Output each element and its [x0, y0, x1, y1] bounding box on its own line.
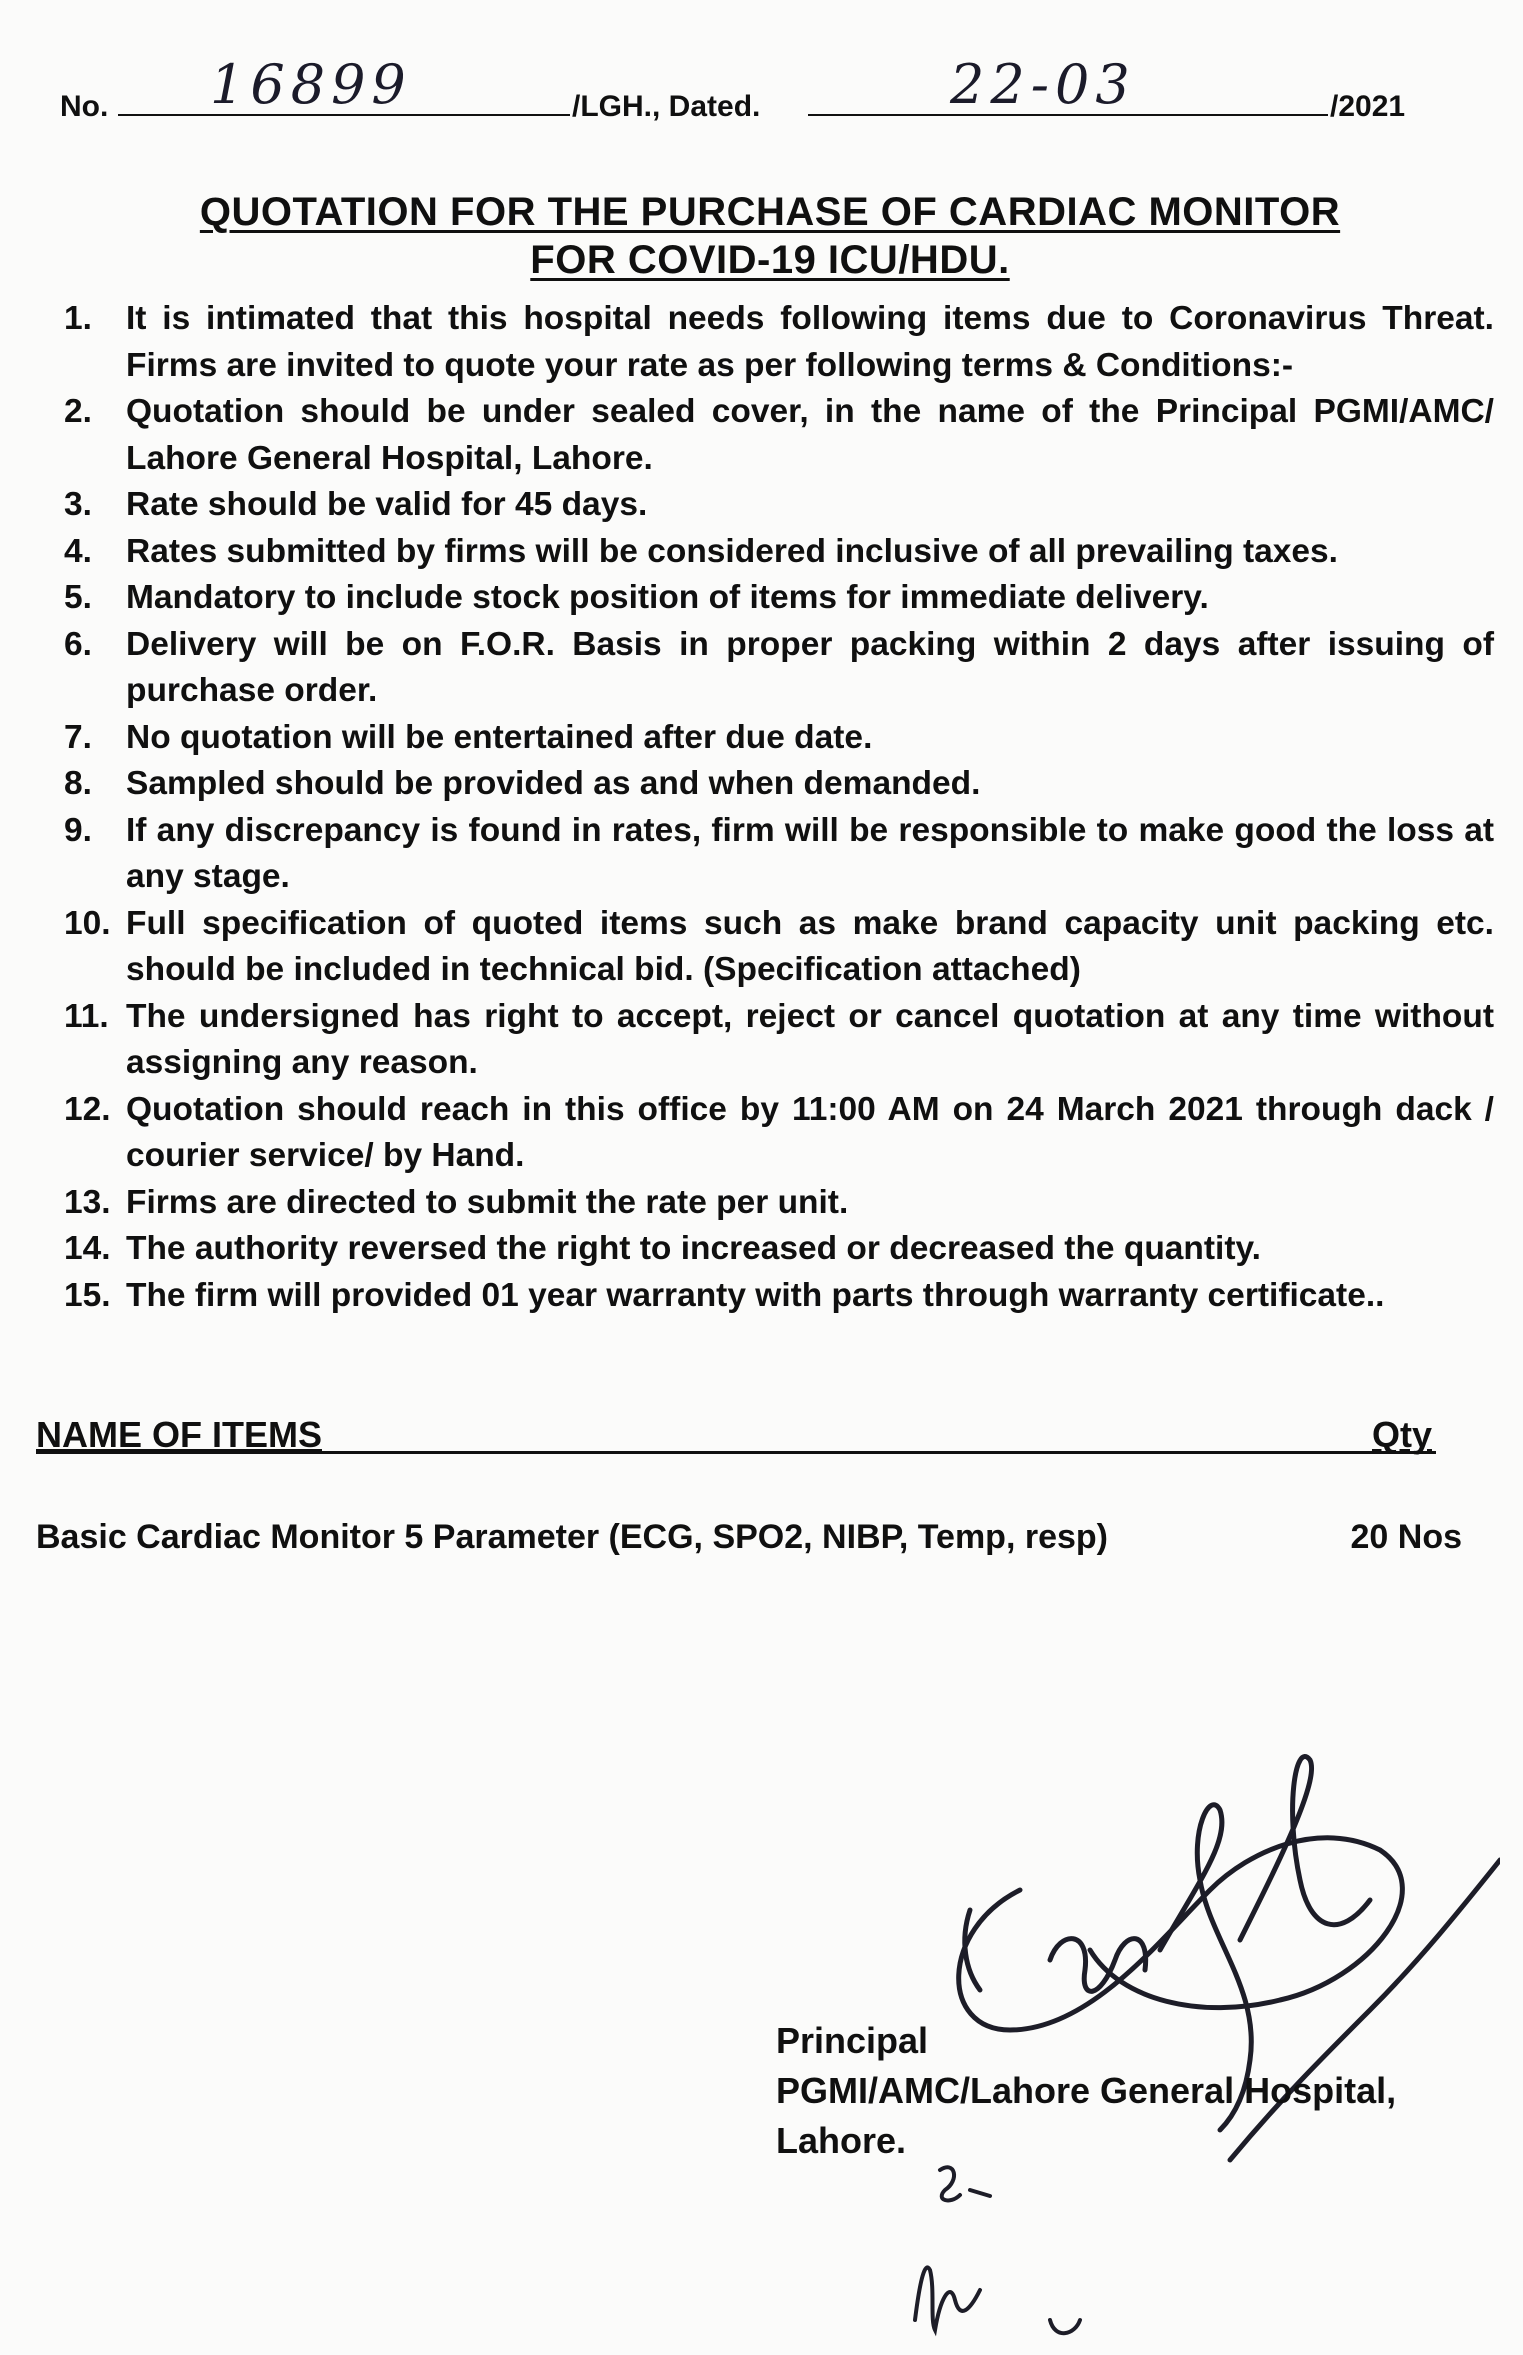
terms-list: [64, 296, 1494, 1319]
term-item: [64, 901, 1494, 994]
year-label: /2021: [1330, 90, 1406, 123]
term-text: The authority reversed the right to increased or decreased the quantity.: [126, 1230, 1261, 1267]
term-text: Quotation should be under sealed cover, in the name of the Principal PGMI/AMC/ Lahore General Hospital, Lahore.: [126, 393, 1494, 477]
item-row: [36, 1518, 1466, 1557]
lgh-dated-label: /LGH., Dated.: [572, 90, 761, 123]
term-text: Rates submitted by firms will be considered inclusive of all prevailing taxes.: [126, 532, 1338, 570]
item-name: Basic Cardiac Monitor 5 Parameter (ECG, SPO2, NIBP, Temp, resp): [36, 1518, 1108, 1556]
term-item: [64, 715, 1494, 762]
term-number: 13.: [64, 1183, 111, 1221]
term-number: 7.: [64, 718, 92, 756]
term-text: The firm will provided 01 year warranty with parts through warranty certificate..: [126, 1276, 1385, 1314]
reference-number-value: 16899: [210, 53, 412, 116]
term-text: Quotation should reach in this office by 11:00 AM on 24 March 2021 through dack / courier service/ by Hand.: [126, 1090, 1494, 1174]
reference-line: [60, 53, 1440, 130]
term-item: [64, 761, 1494, 808]
signatory-city: Lahore.: [776, 2120, 907, 2161]
term-number: 3.: [64, 486, 92, 523]
document-title-line2: FOR COVID-19 ICU/HDU.: [530, 238, 1010, 282]
term-number: 2.: [64, 393, 92, 430]
term-item: [64, 808, 1494, 901]
items-header-name: NAME OF ITEMS: [36, 1414, 322, 1455]
term-number: 8.: [64, 765, 92, 802]
term-number: 6.: [64, 625, 92, 663]
term-number: 1.: [64, 300, 92, 337]
term-text: Delivery will be on F.O.R. Basis in proper packing within 2 days after issuing of purchase order.: [126, 625, 1494, 709]
term-number: 14.: [64, 1230, 111, 1267]
term-item: [64, 575, 1494, 622]
document-title-line1: QUOTATION FOR THE PURCHASE OF CARDIAC MONITOR: [199, 190, 1341, 234]
term-number: 12.: [64, 1090, 111, 1128]
initials-signature: [900, 2150, 1140, 2350]
term-number: 10.: [64, 904, 111, 942]
term-text: Rate should be valid for 45 days.: [126, 486, 648, 523]
term-text: Mandatory to include stock position of items for immediate delivery.: [126, 579, 1209, 616]
term-item: [64, 1273, 1494, 1320]
item-quantity: 20 Nos: [1350, 1518, 1462, 1556]
term-number: 4.: [64, 532, 92, 570]
term-text: It is intimated that this hospital needs following items due to Coronavirus Threat. Firms are invited to quote your rate as per following terms & Conditions:-: [126, 300, 1494, 384]
term-text: Full specification of quoted items such as make brand capacity unit packing etc. should be included in technical bid. (Specification attached): [126, 904, 1494, 988]
term-number: 9.: [64, 811, 92, 849]
signatory-institution: PGMI/AMC/Lahore General Hospital,: [776, 2070, 1397, 2111]
term-item: [64, 389, 1494, 482]
items-header: [36, 1412, 1436, 1460]
term-number: 15.: [64, 1276, 111, 1314]
term-text: Firms are directed to submit the rate per unit.: [126, 1183, 849, 1221]
term-item: [64, 1226, 1494, 1273]
term-item: [64, 622, 1494, 715]
term-item: [64, 994, 1494, 1087]
items-header-qty: Qty: [1371, 1414, 1432, 1455]
term-text: No quotation will be entertained after due date.: [126, 718, 873, 756]
term-text: The undersigned has right to accept, reject or cancel quotation at any time without assigning any reason.: [126, 997, 1494, 1081]
term-item: [64, 1087, 1494, 1180]
term-text: Sampled should be provided as and when demanded.: [126, 765, 981, 802]
term-item: [64, 296, 1494, 389]
date-value: 22-03: [950, 53, 1136, 116]
term-item: [64, 482, 1494, 529]
term-number: 5.: [64, 579, 92, 616]
signatory-block: [776, 2016, 1396, 2166]
term-item: [64, 529, 1494, 576]
term-item: [64, 1180, 1494, 1227]
term-number: 11.: [64, 997, 109, 1035]
reference-number-label: No.: [60, 90, 109, 123]
signatory-title: Principal: [776, 2020, 929, 2061]
term-text: If any discrepancy is found in rates, firm will be responsible to make good the loss at any stage.: [126, 811, 1494, 895]
